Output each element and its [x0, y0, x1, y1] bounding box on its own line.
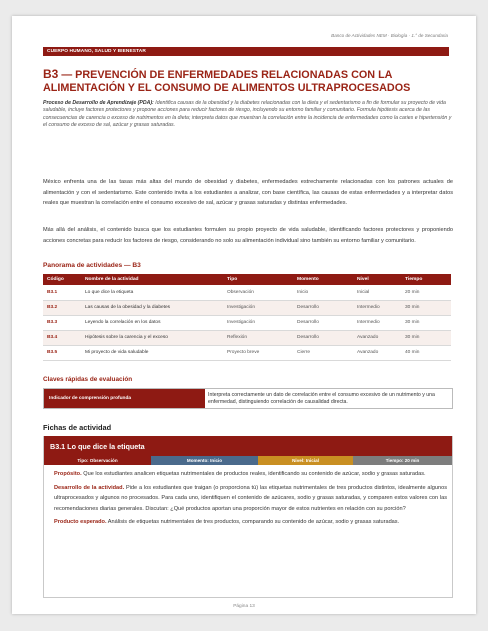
col-header-tiempo: Tiempo: [401, 274, 451, 285]
proposito-label: Propósito.: [54, 471, 82, 477]
cell-codigo: B3.5: [43, 345, 81, 360]
pda-paragraph: [43, 100, 453, 129]
col-header-codigo: Código: [43, 274, 81, 285]
col-header-nombre: Nombre de la actividad: [81, 274, 223, 285]
producto-label: Producto esperado.: [54, 519, 107, 525]
col-header-nivel: Nivel: [353, 274, 401, 285]
table-row: [43, 345, 451, 360]
cell-tiempo: 30 min: [401, 330, 451, 345]
cell-tiempo: 20 min: [401, 285, 451, 300]
panorama-heading: Panorama de actividades — B3: [43, 262, 141, 269]
card-meta-bar: [44, 456, 452, 465]
col-header-momento: Momento: [293, 274, 353, 285]
intro-paragraph-2: Más allá del análisis, el contenido busca que los estudiantes formulen su propio proyecto de vida saludable, identificando factores protectores y proponiendo acciones concretas para reducir los factores de riesgo, considerando no solo su alimentación individual sino también su entorno familiar y comunitario.: [43, 227, 453, 244]
activities-table: [43, 274, 451, 361]
intro-paragraph-1: México enfrenta una de las tasas más altas del mundo de obesidad y diabetes, enfermedades estrechamente relacionadas con los patrones actuales de alimentación y con el sedentarismo. Este contenido invita a los estudiantes a analizar, con base científica, las causas de estas enfermedades y a interpretar datos reales que muestran la correlación entre el consumo excesivo de sal, azúcar y grasas saturadas y distintas enfermedades.: [43, 179, 453, 207]
pda-text: Identifica causas de la obesidad y la diabetes relacionadas con la dieta y el sedentarismo a fin de formular su proyecto de vida saludable, incluye factores protectores y propone acciones para reducir factores de riesgo, incluyendo su entorno familiar y comunitario. Formula hipótesis acerca de las consecuencias de carencia o exceso de nutrimentos en la dieta; interpreta datos que muestran la correlación entre la incidencia de enfermedades como la caries e hipertensión y el consumo de exceso de sal, azúcar y grasas saturadas.: [43, 100, 452, 128]
cell-momento: Inicio: [293, 285, 353, 300]
section-bar: CUERPO HUMANO, SALUD Y BIENESTAR: [43, 47, 449, 56]
fichas-heading: Fichas de actividad: [43, 423, 112, 432]
cell-nombre: Hipótesis sobre la carencia y el exceso: [81, 330, 223, 345]
cell-tipo: Reflexión: [223, 330, 293, 345]
cell-nivel: Avanzado: [353, 345, 401, 360]
meta-tiempo: Tiempo: 20 min: [353, 456, 452, 465]
table-row: [43, 315, 451, 330]
block-title-text: — PREVENCIÓN DE ENFERMEDADES RELACIONADAS CON LA ALIMENTACIÓN Y EL CONSUMO DE ALIMENTOS ULTRAPROCESADOS: [43, 69, 411, 94]
desarrollo-paragraph: [54, 483, 447, 515]
page-number: Página 13: [233, 604, 255, 609]
cell-codigo: B3.4: [43, 330, 81, 345]
table-row: [43, 300, 451, 315]
table-header-row: [43, 274, 451, 285]
cell-nombre: Mi proyecto de vida saludable: [81, 345, 223, 360]
card-title: B3.1 Lo que dice la etiqueta: [44, 436, 452, 456]
cell-tipo: Proyecto breve: [223, 345, 293, 360]
claves-heading: Claves rápidas de evaluación: [43, 376, 133, 383]
cell-nombre: Las causas de la obesidad y la diabetes: [81, 300, 223, 315]
claves-box: [43, 388, 453, 409]
cell-tiempo: 30 min: [401, 300, 451, 315]
desarrollo-text: Pide a los estudiantes que traigan (o proporciona tú) las etiquetas nutrimentales de tres productos distintos, idealmente algunos ultraprocesados y algunos no procesados. Para cada uno, identifiquen el contenido de azúcares, sodio y grasas saturadas, y comparen estos valores con las recomendaciones diarias generales. Discutan: ¿Qué productos aportan una proporción mayor de estos nutrientes en relación con su porción?: [54, 484, 448, 512]
meta-nivel: Nivel: Inicial: [258, 456, 353, 465]
producto-paragraph: [54, 517, 447, 528]
pda-label: Proceso de Desarrollo de Aprendizaje (PDA):: [43, 100, 154, 106]
col-header-tipo: Tipo: [223, 274, 293, 285]
block-code: B3: [43, 67, 59, 81]
cell-momento: Desarrollo: [293, 300, 353, 315]
cell-nivel: Intermedio: [353, 315, 401, 330]
proposito-text: Que los estudiantes analicen etiquetas nutrimentales de productos reales, identificando su contenido de azúcar, sodio y grasas saturadas.: [83, 471, 426, 477]
cell-nivel: Avanzado: [353, 330, 401, 345]
proposito-paragraph: [54, 469, 447, 480]
running-header: Banco de Actividades NEM · Biología · 1.° de Secundaria: [331, 33, 448, 38]
document-page: [12, 16, 476, 614]
meta-tipo: Tipo: Observación: [44, 456, 151, 465]
producto-text: Análisis de etiquetas nutrimentales de tres productos, comparando su contenido de azúcar, sodio y grasas saturadas.: [107, 519, 400, 525]
cell-momento: Desarrollo: [293, 330, 353, 345]
cell-tiempo: 30 min: [401, 315, 451, 330]
claves-text: Interpreta correctamente un dato de correlación entre el consumo excesivo de un nutrimento y una enfermedad, distinguiendo correlación de causalidad directa.: [208, 392, 435, 405]
table-row: [43, 330, 451, 345]
meta-momento: Momento: Inicio: [151, 456, 258, 465]
cell-nombre: Leyendo la correlación en los datos: [81, 315, 223, 330]
cell-tipo: Observación: [223, 285, 293, 300]
cell-codigo: B3.2: [43, 300, 81, 315]
cell-tiempo: 40 min: [401, 345, 451, 360]
cell-codigo: B3.1: [43, 285, 81, 300]
card-body: [44, 465, 452, 528]
table-row: [43, 285, 451, 300]
cell-momento: Desarrollo: [293, 315, 353, 330]
desarrollo-label: Desarrollo de la actividad.: [54, 484, 125, 491]
activity-card: [43, 436, 453, 598]
claves-label: Indicador de comprensión profunda: [44, 389, 205, 408]
cell-nivel: Intermedio: [353, 300, 401, 315]
cell-codigo: B3.3: [43, 315, 81, 330]
cell-tipo: Investigación: [223, 300, 293, 315]
cell-nivel: Inicial: [353, 285, 401, 300]
block-title: [43, 68, 453, 94]
cell-tipo: Investigación: [223, 315, 293, 330]
cell-momento: Cierre: [293, 345, 353, 360]
cell-nombre: Lo que dice la etiqueta: [81, 285, 223, 300]
